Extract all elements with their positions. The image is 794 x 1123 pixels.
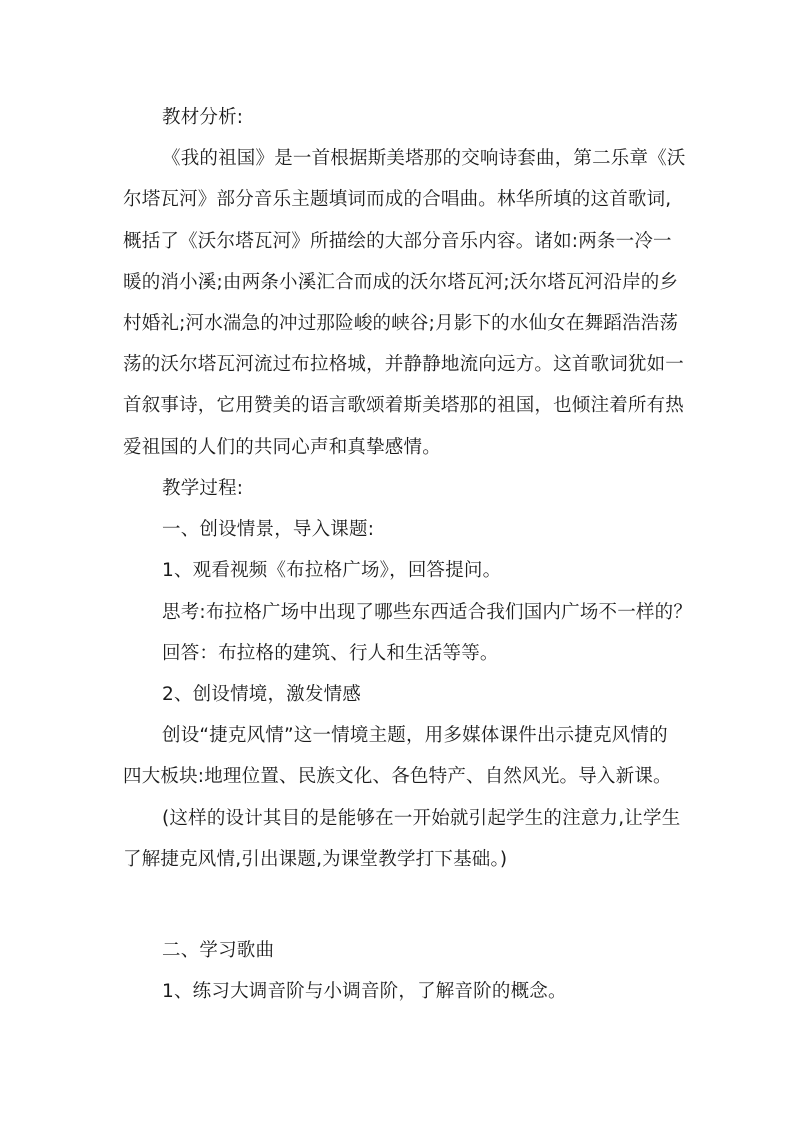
paragraph-line: 首叙事诗，它用赞美的语言歌颂着斯美塔那的祖国，也倾注着所有热 (123, 395, 685, 416)
section-heading-analysis: 教材分析: (162, 107, 244, 128)
paragraph-line: 回答：布拉格的建筑、行人和生活等等。 (162, 643, 499, 664)
paragraph-line: 荡的沃尔塔瓦河流过布拉格城，并静静地流向远方。这首歌词犹如一 (123, 354, 685, 375)
paragraph-line: 思考:布拉格广场中出现了哪些东西适合我们国内广场不一样的？ (162, 602, 693, 623)
list-item: 2、创设情境，激发情感 (162, 684, 361, 705)
section-heading-process: 教学过程: (162, 478, 244, 499)
list-item: 1、练习大调音阶与小调音阶，了解音阶的概念。 (162, 981, 567, 1002)
paragraph-line: (这样的设计其目的是能够在一开始就引起学生的注意力,让学生 (162, 808, 681, 829)
paragraph-line: 村婚礼;河水湍急的冲过那险峻的峡谷;月影下的水仙女在舞蹈浩浩荡 (123, 313, 679, 334)
paragraph-line: 爱祖国的人们的共同心声和真挚感情。 (123, 437, 441, 458)
paragraph-line: 《我的祖国》是一首根据斯美塔那的交响诗套曲，第二乐章《沃 (162, 148, 686, 169)
paragraph-line: 暖的消小溪;由两条小溪汇合而成的沃尔塔瓦河;沃尔塔瓦河沿岸的乡 (123, 272, 679, 293)
paragraph-line: 尔塔瓦河》部分音乐主题填词而成的合唱曲。林华所填的这首歌词, (123, 189, 672, 210)
paragraph-line: 概括了《沃尔塔瓦河》所描绘的大部分音乐内容。诸如:两条一冷一 (123, 231, 672, 252)
subsection-heading: 一、创设情景，导入课题: (162, 519, 375, 540)
paragraph-line: 创设“捷克风情”这一情境主题，用多媒体课件出示捷克风情的 (162, 725, 668, 746)
subsection-heading: 二、学习歌曲 (162, 940, 275, 961)
paragraph-line: 了解捷克风情,引出课题,为课堂教学打下基础。) (123, 849, 508, 870)
list-item: 1、观看视频《布拉格广场》，回答提问。 (162, 560, 502, 581)
paragraph-line: 四大板块:地理位置、民族文化、各色特产、自然风光。导入新课。 (123, 766, 672, 787)
